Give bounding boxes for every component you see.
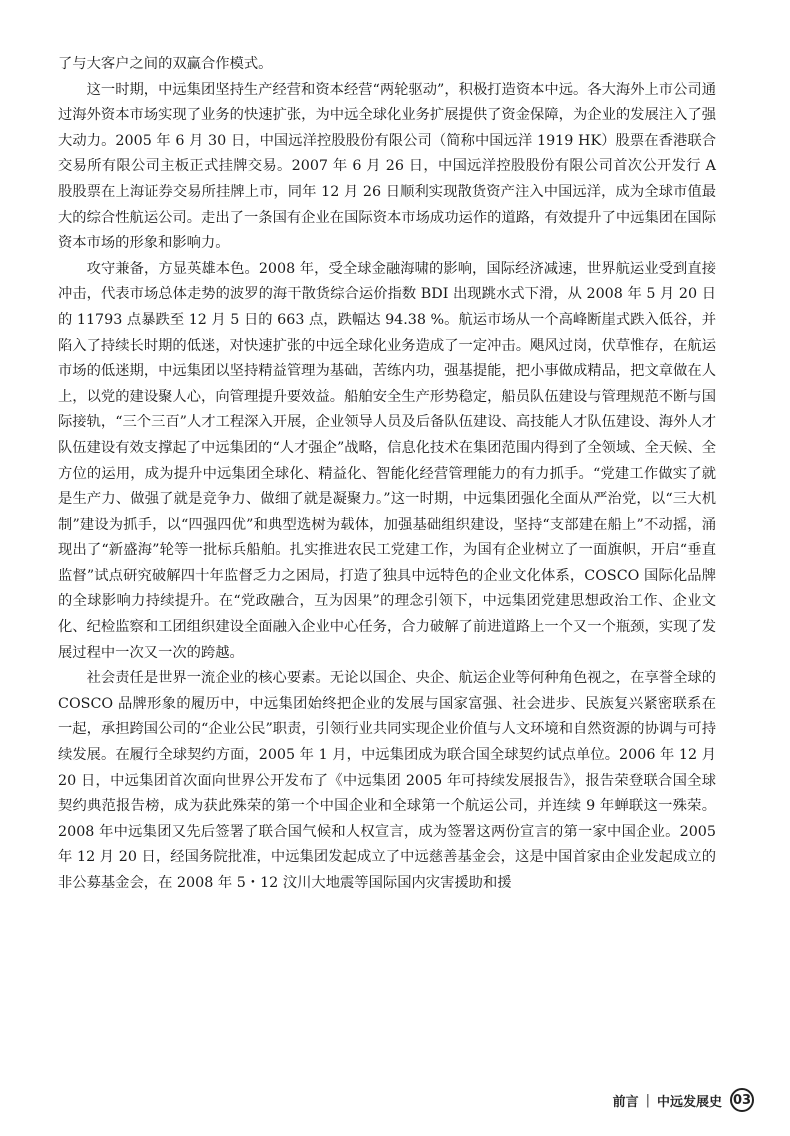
footer-section-label: 前言 — [612, 1094, 639, 1110]
paragraph-social-responsibility: 社会责任是世界一流企业的核心要素。无论以国企、央企、航运企业等何种角色视之，在享誉全球的 COSCO 品牌形象的履历中，中远集团始终把企业的发展与国家富强、社会进步、民族复兴紧密联系在一起，承担跨国公司的“企业公民”职责，引领行业共同实现企业价值与人文环境和自然资源的协调与可持续发展。在履行全球契约方面，2005 年 1 月，中远集团成为联合国全球契约试点单位。2006 年 12 月 20 日，中远集团首次面向世界公开发布了《中远集团 2005 年可持续发展报告》，报告荣登联合国全球契约典范报告榜，成为获此殊荣的第一个中国企业和全球第一个航运公司，并连续 9 年蝉联这一殊荣。2008 年中远集团又先后签署了联合国气候和人权宣言，成为签署这两份宣言的第一家中国企业。2005 年 12 月 20 日，经国务院批准，中远集团发起成立了中远慈善基金会，这是中国首家由企业发起成立的非公募基金会，在 2008 年 5・12 汶川大地震等国际国内灾害援助和援 — [58, 670, 716, 891]
page-number: 03 — [730, 1088, 754, 1112]
footer-separator: | — [645, 1092, 650, 1108]
page-body — [58, 52, 716, 897]
paragraph-capital-operations: 这一时期，中远集团坚持生产经营和资本经营“两轮驱动”，积极打造资本中远。各大海外上市公司通过海外资本市场实现了业务的快速扩张，为中远全球化业务扩展提供了资金保障，为企业的发展注入了强大动力。2005 年 6 月 30 日，中国远洋控股股份有限公司（简称中国远洋 1919 HK）股票在香港联合交易所有限公司主板正式挂牌交易。2007 年 6 月 26 日，中国远洋控股股份有限公司首次公开发行 A 股股票在上海证券交易所挂牌上市，同年 12 月 26 日顺利实现散货资产注入中国远洋，成为全球市值最大的综合性航运公司。走出了一条国有企业在国际资本市场成功运作的道路，有效提升了中远集团在国际资本市场的形象和影响力。 — [58, 81, 716, 252]
footer-book-title: 中远发展史 — [656, 1094, 722, 1110]
paragraph-continuation: 了与大客户之间的双赢合作模式。 — [58, 56, 273, 72]
paragraph-financial-crisis: 攻守兼备，方显英雄本色。2008 年，受全球金融海啸的影响，国际经济减速，世界航运业受到直接冲击，代表市场总体走势的波罗的海干散货综合运价指数 BDI 出现跳水式下滑，从 2008 年 5 月 20 日的 11793 点暴跌至 12 月 5 日的 663 点，跌幅达 94.38 %。航运市场从一个高峰断崖式跌入低谷，并陷入了持续长时期的低迷，对快速扩张的中远全球化业务造成了一定冲击。飓风过岗，伏草惟存，在航运市场的低迷期，中远集团以坚持精益管理为基础，苦练内功，强基提能，把小事做成精品，把文章做在人上，以党的建设聚人心，向管理提升要效益。船舶安全生产形势稳定，船员队伍建设与管理规范不断与国际接轨，“三个三百”人才工程深入开展，企业领导人员及后备队伍建设、高技能人才队伍建设、海外人才队伍建设有效支撑起了中远集团的“人才强企”战略，信息化技术在集团范围内得到了全领域、全天候、全方位的运用，成为提升中远集团全球化、精益化、智能化经营管理能力的有力抓手。“党建工作做实了就是生产力、做强了就是竞争力、做细了就是凝聚力。”这一时期，中远集团强化全面从严治党，以“三大机制”建设为抓手，以“四强四优”和典型选树为载体，加强基础组织建设，坚持“支部建在船上”不动摇，涌现出了“新盛海”轮等一批标兵船舶。扎实推进农民工党建工作，为国有企业树立了一面旗帜，开启“垂直监督”试点研究破解四十年监督乏力之困局，打造了独具中远特色的企业文化体系，COSCO 国际化品牌的全球影响力持续提升。在“党政融合，互为因果”的理念引领下，中远集团党建思想政治工作、企业文化、纪检监察和工团组织建设全面融入企业中心任务，合力破解了前进道路上一个又一个瓶颈，实现了发展过程中一次又一次的跨越。 — [58, 260, 716, 661]
page-footer — [613, 1088, 754, 1112]
